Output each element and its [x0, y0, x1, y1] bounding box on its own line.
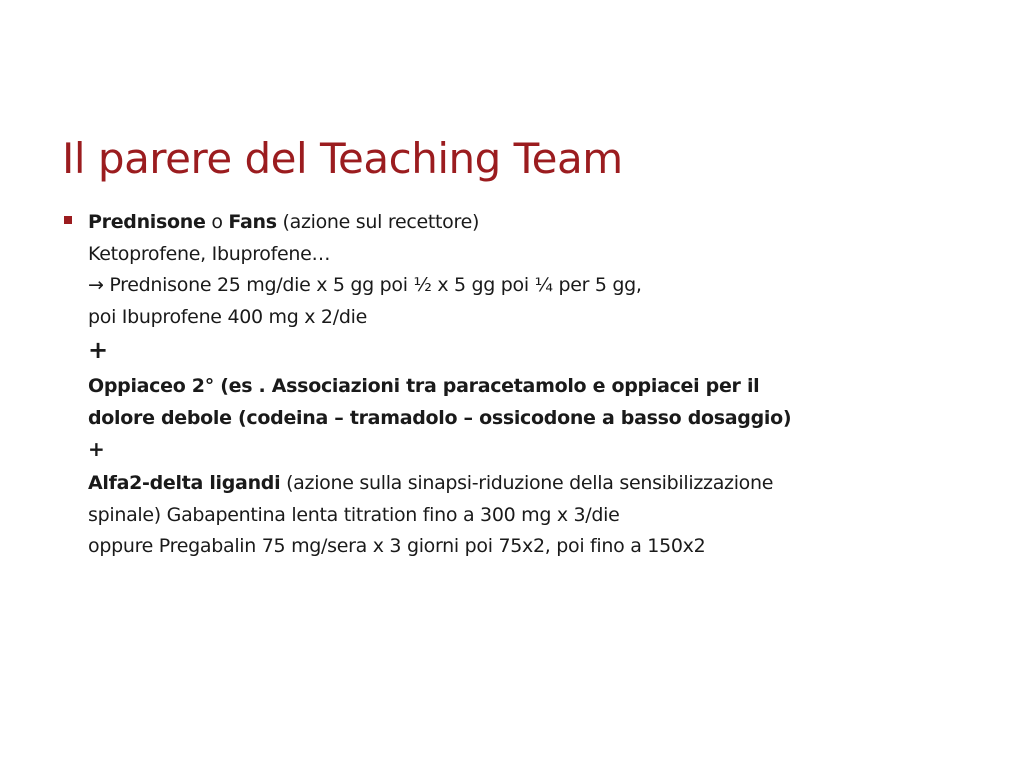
bullet-line-2: Ketoprofene, Ibuprofene…	[88, 242, 331, 265]
alfa-line-3: oppure Pregabalin 75 mg/sera x 3 giorni poi 75x2, poi fino a 150x2	[88, 535, 706, 557]
receptor-action-text: (azione sul recettore)	[276, 211, 480, 233]
bullet-line-1	[88, 207, 968, 239]
or-connector: o	[205, 211, 229, 233]
bullet-line-3: → Prednisone 25 mg/die x 5 gg poi ½ x 5 gg poi ¼ per 5 gg,	[88, 274, 642, 296]
slide-title: Il parere del Teaching Team	[62, 134, 623, 183]
opioid-line-1: Oppiaceo 2° (es . Associazioni tra paracetamolo e oppiacei per il	[88, 375, 760, 397]
plus-sign-2: +	[88, 437, 105, 461]
opioid-line-2: dolore debole (codeina – tramadolo – ossicodone a basso dosaggio)	[88, 406, 792, 429]
alfa-line-2: spinale) Gabapentina lenta titration fino a 300 mg x 3/die	[88, 503, 620, 526]
alfa-ligands-label: Alfa2-delta ligandi	[88, 472, 281, 494]
alfa-line-1	[88, 468, 968, 500]
bullet-line-4: poi Ibuprofene 400 mg x 2/die	[88, 305, 367, 328]
plus-sign-1: +	[88, 336, 108, 364]
square-bullet-icon	[64, 216, 72, 224]
fans-label: Fans	[228, 211, 277, 233]
prednisone-label: Prednisone	[88, 211, 206, 233]
alfa-action-text: (azione sulla sinapsi-riduzione della sensibilizzazione	[280, 472, 774, 494]
bullet-content	[88, 207, 968, 563]
